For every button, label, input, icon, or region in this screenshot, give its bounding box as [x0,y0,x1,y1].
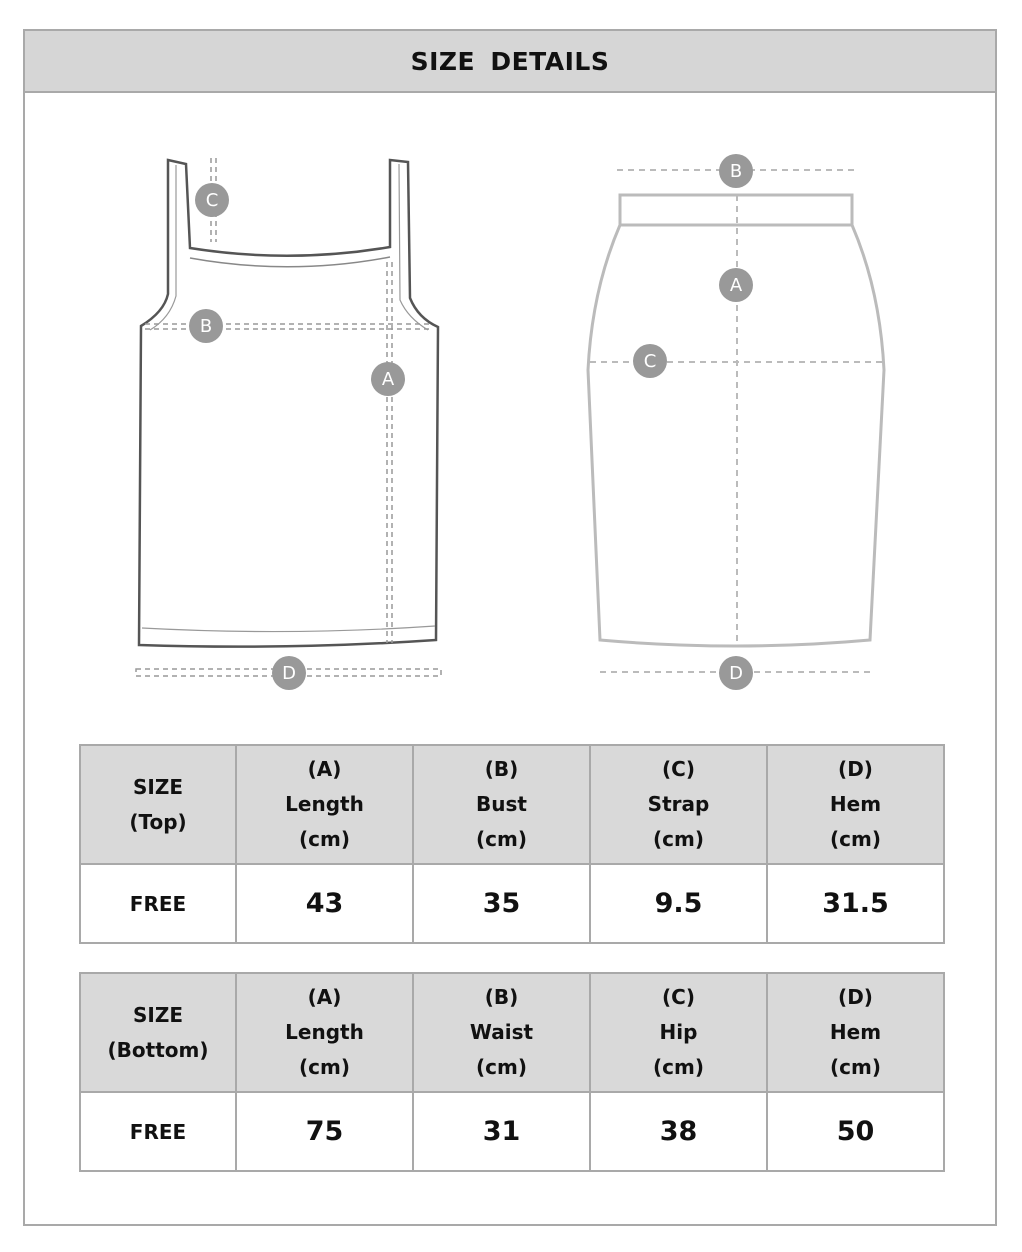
size-value-cell: FREE [80,864,236,943]
svg-text:A: A [729,275,743,296]
svg-text:B: B [199,316,213,337]
table-header-row [80,973,944,1092]
svg-text:C: C [205,190,219,211]
bottom-size-table [79,972,945,1172]
table-row [80,864,944,943]
hem-header-cell: (D) Hem (cm) [767,973,944,1092]
page-title: SIZE DETAILS [410,46,610,76]
hem-header-cell: (D) Hem (cm) [767,745,944,864]
size-header-cell: SIZE (Top) [80,745,236,864]
waist-header-cell: (B) Waist (cm) [413,973,590,1092]
waist-value-cell: 31 [413,1092,590,1171]
hip-value-cell: 38 [590,1092,767,1171]
hip-header-cell: (C) Hip (cm) [590,973,767,1092]
top-marker-a [371,362,405,396]
strap-value-cell: 9.5 [590,864,767,943]
hem-value-cell: 50 [767,1092,944,1171]
length-header-cell: (A) Length (cm) [236,745,413,864]
svg-text:B: B [729,161,743,182]
svg-text:D: D [282,663,296,684]
length-value-cell: 43 [236,864,413,943]
camisole-illustration [136,158,441,676]
top-marker-c [195,183,229,217]
bust-value-cell: 35 [413,864,590,943]
svg-text:C: C [643,351,657,372]
svg-text:D: D [729,663,743,684]
bust-header-cell: (B) Bust (cm) [413,745,590,864]
skirt-marker-b [719,154,753,188]
svg-text:A: A [381,369,395,390]
skirt-marker-c [633,344,667,378]
hem-value-cell: 31.5 [767,864,944,943]
size-value-cell: FREE [80,1092,236,1171]
top-marker-d [272,656,306,690]
skirt-marker-a [719,268,753,302]
table-header-row [80,745,944,864]
skirt-marker-d [719,656,753,690]
skirt-illustration [588,170,884,672]
table-row [80,1092,944,1171]
length-header-cell: (A) Length (cm) [236,973,413,1092]
size-header-cell: SIZE (Bottom) [80,973,236,1092]
top-marker-b [189,309,223,343]
length-value-cell: 75 [236,1092,413,1171]
strap-header-cell: (C) Strap (cm) [590,745,767,864]
top-size-table [79,744,945,944]
